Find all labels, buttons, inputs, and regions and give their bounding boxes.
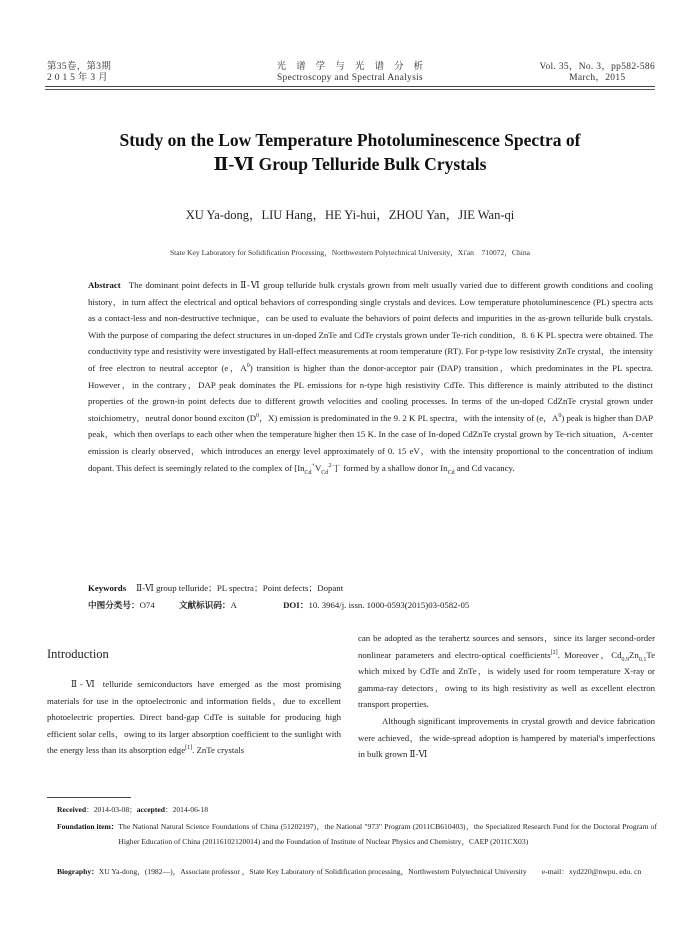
superscript: 0	[246, 363, 250, 370]
authors: XU Ya-dong，LIU Hang，HE Yi-hui，ZHOU Yan，JIE Wan-qi	[185, 208, 515, 222]
biography-label: Biography：	[57, 867, 99, 876]
doc-code-label: 文献标识码：	[178, 601, 231, 611]
abstract-label: Abstract	[88, 280, 121, 290]
abstract	[88, 277, 653, 476]
doc-code-value: A	[230, 600, 237, 610]
footnote-rule	[47, 797, 131, 798]
section-heading-introduction: Introduction	[47, 647, 109, 661]
abstract-text: ) peak is higher than DAP peak，which then overlaps to each other when the temperature higher then 15 K. In the case of In-doped CdZnTe crystal grown by Te-rich situation，A-center emission is clearly observed，which introduces an energy level approximately of 0. 15 eV，with the intensity proportional to the concentration of indium dopant. This defect is seemingly related to the complex of [In	[88, 412, 653, 473]
foundation-label: Foundation item：	[57, 822, 119, 831]
body-text: Te which mixed by CdTe and ZnTe，is widely used for room temperature X-ray or gamma-ray detectors，owing to its high resistivity as well as excellent electron transport properties.	[358, 649, 655, 710]
abstract-text: The dominant point defects in Ⅱ-Ⅵ group telluride bulk crystals grown from melt usually varied due to different growth conditions and cooling history，in turn affect the electrical and optical behaviors of corresponding single crystals and devices. Low temperature photoluminescence (PL) spectra acts as a contact-less and non-destructive technique，can be used to evaluate the behaviors of point defects and impurities in the as-grown telluride bulk crystals. With the purpose of comparing the defect structures in un-doped ZnTe and CdTe crystals grown under Te-rich condition，8. 6 K PL spectra were obtained. The conductivity type and resistivity were investigated by Hall-effect measurements at room temperature (RT). For p-type low resistivity ZnTe crystal，the intensity of free electron to neutral acceptor (e，A	[88, 280, 653, 373]
title-line-1: Study on the Low Temperature Photoluminescence Spectra of	[119, 130, 581, 150]
abstract-text: ]	[334, 462, 338, 473]
abstract-text: ，X) emission is predominated in the 9. 2 K PL spectra，with the intensity of (e，A	[259, 412, 559, 423]
clc-label: 中图分类号：	[88, 601, 140, 611]
accepted-label: accepted	[136, 805, 165, 814]
intro-paragraph-1-cont	[358, 630, 655, 713]
citation-ref-1[interactable]: [1]	[185, 745, 193, 752]
intro-paragraph-2: Although significant improvements in crystal growth and device fabrication were achieved，the wide-spread adoption is hampered by material's imperfections in bulk grown Ⅱ-Ⅵ	[358, 715, 655, 760]
abstract-text: and Cd vacancy.	[454, 462, 515, 473]
body-text: Zn	[629, 649, 639, 660]
citation-ref-2[interactable]: [2]	[550, 649, 558, 656]
date-zh: 2 0 1 5 年 3 月	[47, 73, 108, 83]
superscript: +	[311, 462, 315, 469]
clc-value: O74	[139, 600, 155, 610]
volume-pages: Vol. 35，No. 3，pp582-586	[539, 62, 655, 72]
journal-name-zh: 光 谱 学 与 光 谱 分 析	[276, 62, 424, 72]
superscript: 0	[558, 412, 562, 419]
title-line-2: Ⅱ-Ⅵ Group Telluride Bulk Crystals	[213, 154, 487, 174]
abstract-text: formed by a shallow donor In	[341, 462, 448, 473]
superscript: 2−	[328, 462, 335, 469]
body-text: Ⅱ-Ⅵ telluride semiconductors have emerged as the most promising materials for use in the optoelectronic and information fields，due to excellent photoelectric properties. Direct band-gap CdTe is suitable for producing high efficient solar cells，owing to its larger absorption coefficient to the sunlight with the energy less than its absorption edge	[47, 679, 341, 756]
biography-text: XU Ya-dong，(1982—)，Associate professor ，State Key Laboratory of Solidification processing，Northwestern Polytechnical University e-mail：xyd220@nwpu. edu. cn	[98, 867, 642, 876]
accepted-value: ：2014-06-18	[165, 805, 209, 814]
right-column	[358, 630, 655, 763]
subscript: Cd	[321, 469, 329, 476]
journal-citation	[540, 62, 655, 84]
foundation-item	[57, 819, 657, 849]
received-dates	[57, 802, 208, 817]
abstract-text: V	[314, 462, 322, 473]
keywords-text: Ⅱ-Ⅵ group telluride；PL spectra；Point defects；Dopant	[136, 583, 344, 593]
paper-title	[0, 128, 700, 176]
keywords-label: Keywords	[88, 583, 127, 593]
doi-label: DOI：	[283, 600, 309, 610]
superscript: −	[337, 462, 342, 469]
doi-value: 10. 3964/j. issn. 1000-0593(2015)03-0582-05	[308, 600, 470, 610]
biography	[57, 864, 657, 879]
received-value: ：2014-03-08；	[86, 805, 137, 814]
classification-line	[88, 598, 469, 611]
publication-date: March，2015	[569, 73, 626, 83]
abstract-text: ) transition is higher than the donor-acceptor pair (DAP) transition，which predominates in the PL spectra. However，in the contrary，DAP peak dominates the PL emissions for n-type high resistivity CdTe. This difference is mainly attributed to the distinct properties of the grown-in point defects due to different growth velocities and cooling processes. In terms of the un-doped CdZnTe crystal grown under stoichiometry，neutral donor bound exciton (D	[88, 362, 653, 423]
journal-name-en: Spectroscopy and Spectral Analysis	[276, 73, 424, 83]
subscript: 0.9	[621, 656, 630, 663]
left-column	[47, 630, 341, 759]
body-text: . ZnTe crystals	[192, 745, 245, 756]
keywords	[88, 581, 343, 594]
volume-issue-zh: 第35卷，第3期	[47, 62, 112, 72]
foundation-text: The National Natural Science Foundations of China (51202197)，the National "973" Program (2011CB610403)，the Specialized Research Fund for the Doctoral Program of Higher Education of China (20116102120014) and the Foundation of Institute of Nuclear Physics and Chemistry，CAEP (2011CX03)	[118, 822, 657, 846]
superscript: 0	[256, 412, 260, 419]
subscript: Cd	[304, 469, 312, 476]
affiliation: State Key Laboratory for Solidification Processing，Northwestern Polytechnical University，Xi'an 710072，China	[169, 248, 531, 257]
subscript: Cd	[447, 469, 455, 476]
body-text: . Moreover，Cd	[557, 649, 622, 660]
header-rule-thin	[45, 89, 655, 90]
subscript: 0.1	[638, 656, 647, 663]
header-rule-thick	[45, 86, 655, 87]
body-text: can be adopted as the terahertz sources and sensors，since its larger second-order nonlinear parameters and electro-optical coefficients	[358, 633, 655, 660]
received-label: Received	[57, 805, 87, 814]
intro-paragraph-1-start	[47, 676, 341, 759]
